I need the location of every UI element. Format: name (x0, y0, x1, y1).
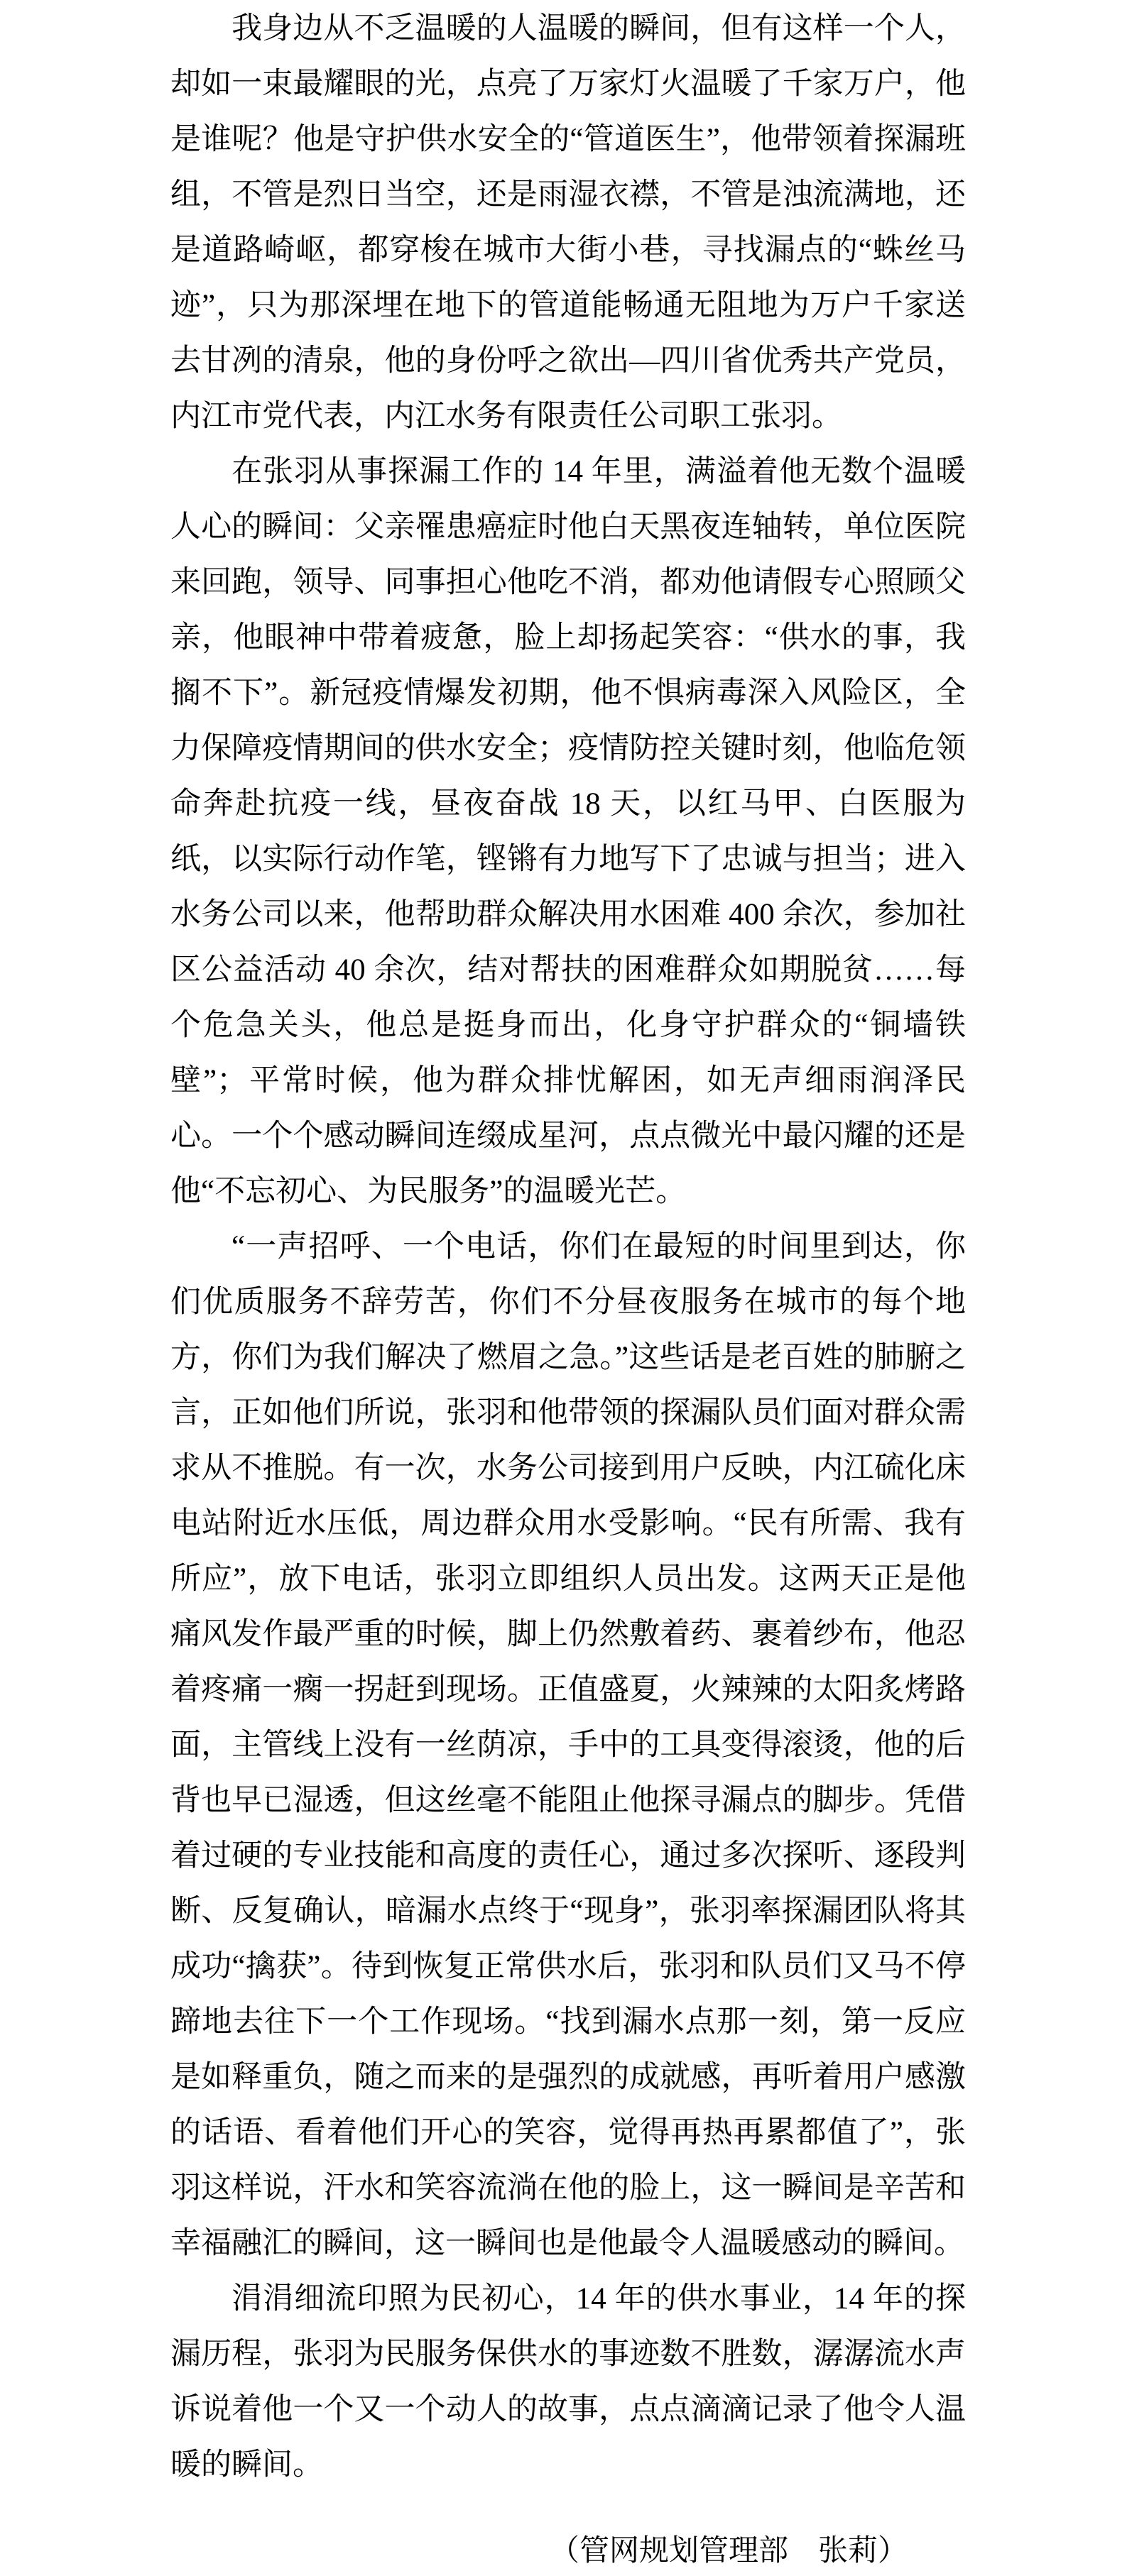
paragraph-leak-detection-story: “一声招呼、一个电话，你们在最短的时间里到达，你们优质服务不辞劳苦，你们不分昼夜服务在城市的每个地方，你们为我们解决了燃眉之急。”这些话是老百姓的肺腑之言，正如他们所说，张羽和他带领的探漏队员们面对群众需求从不推脱。有一次，水务公司接到用户反映，内江硫化床电站附近水压低，周边群众用水受影响。“民有所需、我有所应”，放下电话，张羽立即组织人员出发。这两天正是他痛风发作最严重的时候，脚上仍然敷着药、裹着纱布，他忍着疼痛一瘸一拐赶到现场。正值盛夏，火辣辣的太阳炙烤路面，主管线上没有一丝荫凉，手中的工具变得滚烫，他的后背也早已湿透，但这丝毫不能阻止他探寻漏点的脚步。凭借着过硬的专业技能和高度的责任心，通过多次探听、逐段判断、反复确认，暗漏水点终于“现身”，张羽率探漏团队将其成功“擒获”。待到恢复正常供水后，张羽和队员们又马不停蹄地去往下一个工作现场。“找到漏水点那一刻，第一反应是如释重负，随之而来的是强烈的成就感，再听着用户感激的话语、看着他们开心的笑容，觉得再热再累都值了”，张羽这样说，汗水和笑容流淌在他的脸上，这一瞬间是辛苦和幸福融汇的瞬间，这一瞬间也是他最令人温暖感动的瞬间。 (170, 1230, 966, 2260)
paragraph-intro: 我身边从不乏温暖的人温暖的瞬间，但有这样一个人，却如一束最耀眼的光，点亮了万家灯火温暖了千家万户，他是谁呢？他是守护供水安全的“管道医生”，他带领着探漏班组，不管是烈日当空，还是雨湿衣襟，不管是浊流满地，还是道路崎岖，都穿梭在城市大街小巷，寻找漏点的“蛛丝马迹”，只为那深埋在地下的管道能畅通无阻地为万户千家送去甘冽的清泉，他的身份呼之欲出—四川省优秀共产党员，内江市党代表，内江水务有限责任公司职工张羽。 (170, 12, 966, 433)
paragraph-closing: 涓涓细流印照为民初心，14 年的供水事业，14 年的探漏历程，张羽为民服务保供水的事迹数不胜数，潺潺流水声诉说着他一个又一个动人的故事，点点滴滴记录了他令人温暖的瞬间。 (170, 2282, 966, 2482)
paragraph-warm-moments: 在张羽从事探漏工作的 14 年里，满溢着他无数个温暖人心的瞬间：父亲罹患癌症时他白天黑夜连轴转，单位医院来回跑，领导、同事担心他吃不消，都劝他请假专心照顾父亲，他眼神中带着疲惫，脸上却扬起笑容：“供水的事，我搁不下”。新冠疫情爆发初期，他不惧病毒深入风险区，全力保障疫情期间的供水安全；疫情防控关键时刻，他临危领命奔赴抗疫一线，昼夜奋战 18 天，以红马甲、白医服为纸，以实际行动作笔，铿锵有力地写下了忠诚与担当；进入水务公司以来，他帮助群众解决用水困难 400 余次，参加社区公益活动 40 余次，结对帮扶的困难群众如期脱贫……每个危急关头，他总是挺身而出，化身守护群众的“铜墙铁壁”；平常时候，他为群众排忧解困，如无声细雨润泽民心。一个个感动瞬间连缀成星河，点点微光中最闪耀的还是他“不忘初心、为民服务”的温暖光芒。 (170, 455, 966, 1208)
signature-line: （管网规划管理部 张莉） (550, 2535, 908, 2567)
document-body (170, 1, 966, 2572)
